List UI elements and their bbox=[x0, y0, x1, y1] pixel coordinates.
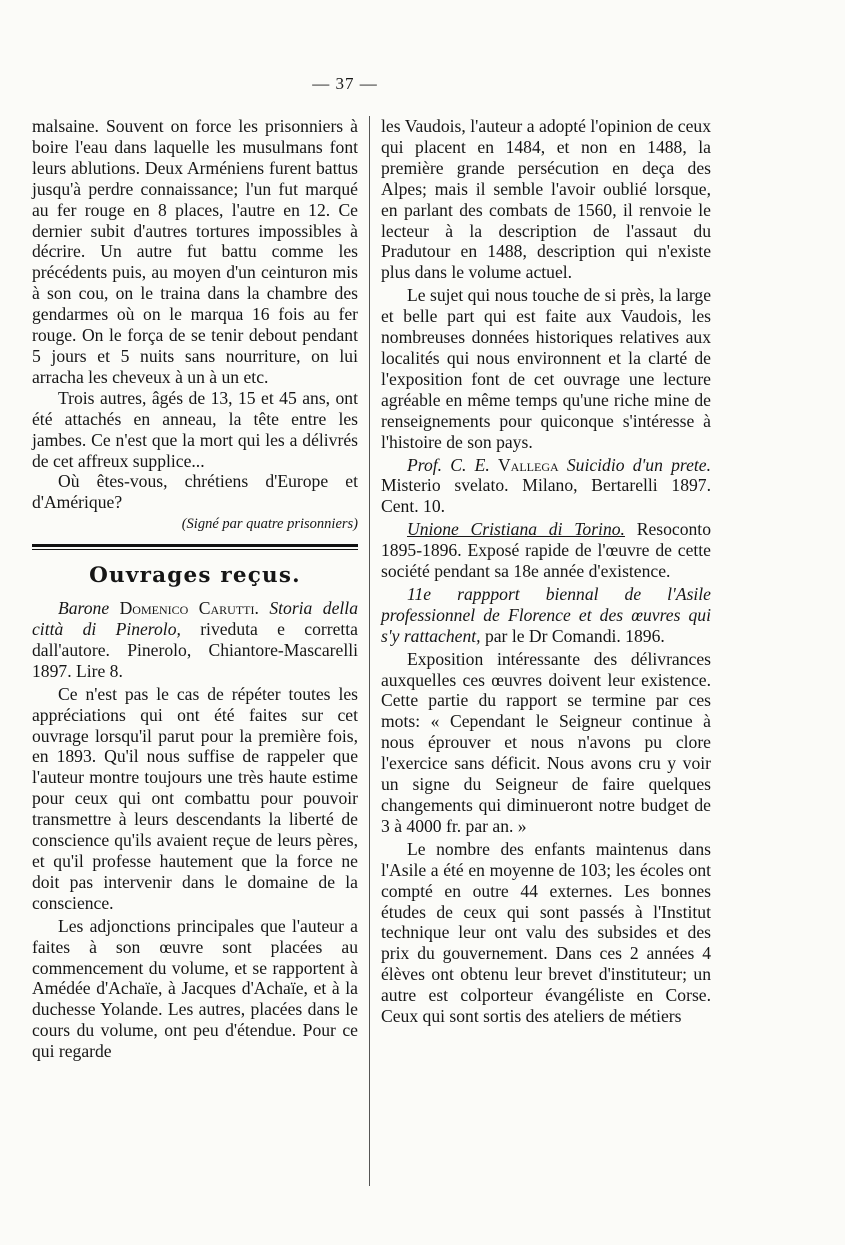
left-column bbox=[32, 116, 358, 1062]
author-prefix: Barone bbox=[58, 598, 110, 619]
book-details: Resoconto 1895-1896. Exposé rapide de l'œuvre de cette société pendant sa 18e année d'existence. bbox=[381, 519, 711, 582]
column-divider bbox=[369, 116, 370, 1186]
book-title: Unione Cristiana di Torino. bbox=[407, 519, 625, 540]
paragraph: Ce n'est pas le cas de répéter toutes les appréciations qui ont été faites sur cet ouvrage lorsqu'il parut pour la première fois, en 1893. Qu'il nous suffise de rappeler que l'auteur montre toujours une très haute estime pour ceux qui ont combattu pour pouvoir transmettre à leurs descendants la liberté de conscience qu'ils avaient reçue de leurs pères, et qu'il professe hautement que la force ne doit pas intervenir dans le domaine de la conscience. bbox=[32, 683, 358, 913]
book-title: Storia della città di Pinerolo, bbox=[32, 598, 358, 640]
section-heading: Ouvrages reçus. bbox=[89, 563, 301, 589]
paragraph: Le nombre des enfants maintenus dans l'Asile a été en moyenne de 103; les écoles ont compté en outre 44 externes. Les bonnes études de ceux qui sont passés à l'Institut technique leur ont valu des subsides et des prix du gouvernement. Dans ces 2 années 4 élèves ont obtenu leur brevet d'instituteur; un autre est colporteur évangéliste en Corse. Ceux qui sont sortis des ateliers de métiers bbox=[381, 838, 711, 1027]
book-details: par le Dr Comandi. 1896. bbox=[484, 625, 665, 646]
author-name: Domenico Carutti. bbox=[119, 598, 259, 619]
book-entry bbox=[381, 519, 711, 582]
section-divider bbox=[32, 544, 358, 550]
book-entry bbox=[32, 598, 358, 682]
book-entry bbox=[381, 455, 711, 518]
book-details: riveduta e corretta dall'autore. Pinerolo, Chiantore-Mascarelli 1897. Lire 8. bbox=[32, 619, 358, 681]
paragraph: Où êtes-vous, chrétiens d'Europe et d'Amérique? bbox=[32, 471, 358, 513]
paragraph: Les adjonctions principales que l'auteur a faites à son œuvre sont placées au commencement du volume, et se rapportent à Amédée d'Achaïe, à Jacques d'Achaïe, et à la duchesse Yolande. Les autres, placées dans le cours du volume, ont peu d'étendue. Pour ce qui regarde bbox=[32, 915, 358, 1062]
author-name: Vallega bbox=[497, 454, 559, 475]
paragraph: malsaine. Souvent on force les prisonniers à boire l'eau dans laquelle les musulmans font leurs ablutions. Deux Arméniens furent battus jusqu'à perdre connaissance; l'un fut marqué au fer rouge en 8 places, l'autre en 12. Ce dernier subit d'autres tortures impossibles à décrire. Un autre fut battu comme les précédents puis, au moyen d'un ceinturon mis à son cou, on le traina dans la chambre des gendarmes où on le marqua 16 fois au fer rouge. On le força de se tenir debout pendant 5 jours et 5 nuits sans nourriture, on lui arracha les cheveux à un à un etc. bbox=[32, 116, 358, 387]
book-title: Suicidio d'un prete. bbox=[566, 454, 712, 475]
paragraph: les Vaudois, l'auteur a adopté l'opinion de ceux qui placent en 1484, et non en 1488, la première grande persécution en deça des Alpes; mais il semble l'avoir oublié lorsque, en parlant des combats de 1560, il renvoie le lecteur à la description de l'assaut du Pradutour en 1488, description qui n'existe plus dans le volume actuel. bbox=[381, 116, 711, 283]
paragraph: Le sujet qui nous touche de si près, la large et belle part qui est faite aux Vaudois, les nombreuses données historiques relatives aux localités qui nous environnent et la clarté de l'exposition font de cet ouvrage une lecture agréable en même temps qu'une riche mine de renseignements pour quiconque s'intéresse à l'histoire de son pays. bbox=[381, 285, 711, 452]
book-details: Misterio svelato. Milano, Bertarelli 1897. Cent. 10. bbox=[381, 475, 711, 517]
signature: (Signé par quatre prisonniers) bbox=[181, 516, 358, 533]
author-prefix: Prof. C. E. bbox=[407, 454, 490, 475]
book-title: 11e rappport biennal de l'Asile professionnel de Florence et des œuvres qui s'y rattachent, bbox=[381, 583, 711, 646]
book-entry bbox=[381, 584, 711, 647]
page-number: — 37 — bbox=[312, 74, 378, 93]
paragraph: Trois autres, âgés de 13, 15 et 45 ans, ont été attachés en anneau, la tête entre les jambes. Ce n'est que la mort qui les a délivrés de cet affreux supplice... bbox=[32, 387, 358, 471]
paragraph: Exposition intéressante des délivrances auxquelles ces œuvres doivent leur existence. Cette partie du rapport se termine par ces mots: « Cependant le Seigneur continue à nous éprouver et nous n'avons pu clore l'exercice sans déficit. Nous avons cru y voir un signe du Seigneur de faire quelques changements qui diminueront notre budget de 3 à 4000 fr. par an. » bbox=[381, 648, 711, 836]
right-column bbox=[381, 116, 711, 1027]
